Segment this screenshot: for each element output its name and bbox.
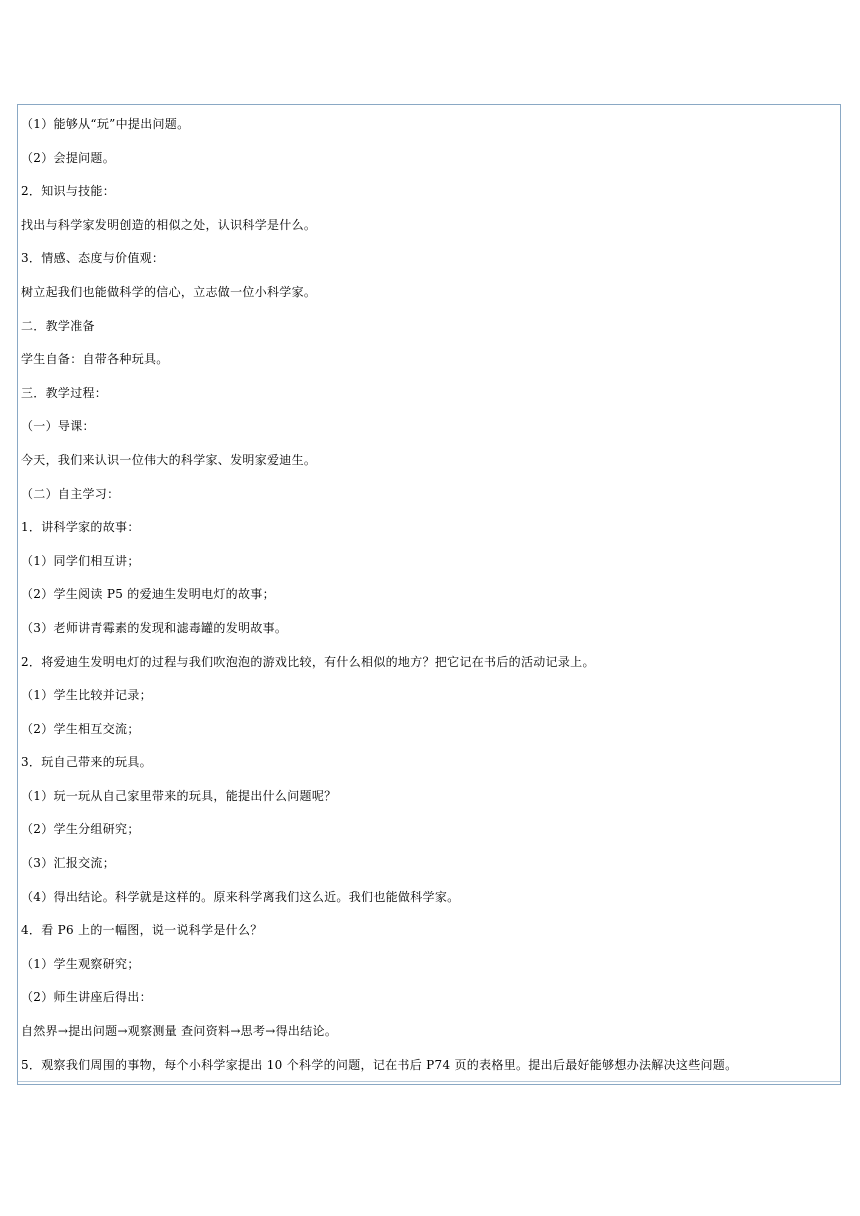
text-line: 3．玩自己带来的玩具。 [21,755,152,770]
text-line: 自然界→提出问题→观察测量 查问资料→思考→得出结论。 [21,1024,338,1039]
text-line: （2）学生阅读 P5 的爱迪生发明电灯的故事； [21,587,275,602]
text-line: 4．看 P6 上的一幅图，说一说科学是什么？ [21,923,263,938]
text-line: 树立起我们也能做科学的信心，立志做一位小科学家。 [21,284,317,299]
text-line: （3）汇报交流； [21,856,116,871]
text-line: 今天，我们来认识一位伟大的科学家、发明家爱迪生。 [21,452,317,467]
text-line: 学生自备：自带各种玩具。 [21,352,169,367]
text-line: （1）学生比较并记录； [21,688,152,703]
subsection-heading: （一）导课： [21,419,95,434]
text-line: 5．观察我们周围的事物，每个小科学家提出 10 个科学的问题，记在书后 P74 页的表格里。提出后最好能够想办法解决这些问题。 [21,1057,738,1072]
section-heading: 2．知识与技能： [21,184,116,199]
text-line: （2）师生讲座后得出： [21,990,152,1005]
text-line: （1）玩一玩从自己家里带来的玩具，能提出什么问题呢？ [21,788,337,803]
text-line: （1）学生观察研究； [21,956,140,971]
section-heading: 3．情感、态度与价值观： [21,251,165,266]
text-line: （1）同学们相互讲； [21,553,140,568]
text-line: （3）老师讲青霉素的发现和滤毒罐的发明故事。 [21,620,288,635]
section-heading: 三．教学过程： [21,385,108,400]
section-heading: 二．教学准备 [21,318,95,333]
text-line: （2）会提问题。 [21,150,116,165]
text-line: （4）得出结论。科学就是这样的。原来科学离我们这么近。我们也能做科学家。 [21,889,460,904]
text-line: （1）能够从“玩”中提出问题。 [21,117,190,131]
document-body [21,113,737,1087]
text-line: 2．将爱迪生发明电灯的过程与我们吹泡泡的游戏比较，有什么相似的地方？把它记在书后的活动记录上。 [21,654,595,669]
text-line: （2）学生相互交流； [21,721,140,736]
text-line: 找出与科学家发明创造的相似之处，认识科学是什么。 [21,217,317,232]
text-line: 1．讲科学家的故事： [21,520,140,535]
subsection-heading: （二）自主学习： [21,486,120,501]
document-frame [17,104,841,1085]
text-line: （2）学生分组研究； [21,822,140,837]
